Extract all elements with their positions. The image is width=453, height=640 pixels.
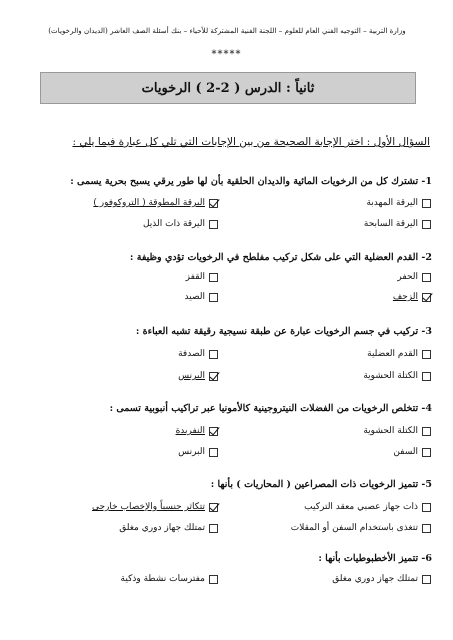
checked-checkbox[interactable] [422, 293, 431, 302]
option-6a[interactable]: تمتلك جهاز دوري مغلق [332, 574, 431, 584]
question-6: 6- تتميز الأخطبوطيات بأنها : [318, 553, 432, 564]
option-4c[interactable]: السفن [393, 447, 431, 457]
option-1d[interactable]: اليرقة ذات الذيل [143, 219, 218, 229]
stars-divider: ***** [211, 49, 242, 60]
option-2d[interactable]: الصيد [185, 292, 219, 302]
checkbox[interactable] [209, 293, 218, 302]
checkbox[interactable] [422, 273, 431, 282]
checkbox[interactable] [209, 575, 218, 584]
option-5b[interactable]: تتكاثر جنسياً والإخصاب خارجي [92, 502, 218, 512]
option-5d[interactable]: تمتلك جهاز دوري مغلق [119, 523, 218, 533]
option-3b[interactable]: الصدفة [178, 349, 218, 359]
option-2b[interactable]: القفز [186, 272, 218, 282]
document-header: وزارة التربية – التوجيه الفني العام للعلوم – اللجنة الفنية المشتركة للأحياء – بنك أسئلة الصف العاشر (الديدان والرخويات) [48, 26, 406, 35]
lesson-title: ثانياً : الدرس ( 2-2 ) الرخويات [141, 80, 315, 96]
checkbox[interactable] [422, 220, 431, 229]
option-2c[interactable]: الزحف [393, 292, 431, 302]
checkbox[interactable] [422, 199, 431, 208]
option-3a[interactable]: القدم العضلية [367, 349, 431, 359]
question-1: 1- تشترك كل من الرخويات المائية والديدان الحلقية بأن لها طور يرقي يسبح بحرية يسمى : [70, 176, 432, 187]
option-1c[interactable]: اليرقة السابحة [364, 219, 431, 229]
checkbox[interactable] [422, 575, 431, 584]
checkbox[interactable] [209, 273, 218, 282]
checked-checkbox[interactable] [209, 427, 218, 436]
option-1a[interactable]: اليرقة المهدبة [366, 198, 431, 208]
section-title: السؤال الأول : اختر الإجابة الصحيحة من بين الإجابات التي تلي كل عبارة فيما يلي : [72, 136, 430, 148]
question-5: 5- تتميز الرخويات ذات المصراعين ( المحاريات ) بأنها : [210, 479, 432, 490]
checkbox[interactable] [422, 448, 431, 457]
option-5c[interactable]: تتغذى باستخدام السفن أو المقلات [291, 523, 431, 533]
checked-checkbox[interactable] [209, 503, 218, 512]
checkbox[interactable] [209, 220, 218, 229]
checkbox[interactable] [209, 448, 218, 457]
option-3d[interactable]: البرنس [178, 371, 218, 381]
checked-checkbox[interactable] [209, 372, 218, 381]
checkbox[interactable] [209, 524, 218, 533]
option-4a[interactable]: الكتلة الحشوية [363, 426, 431, 436]
option-4b[interactable]: النفريدة [176, 426, 218, 436]
question-3: 3- تركيب في جسم الرخويات عبارة عن طبقة نسيجية رقيقة تشبه العباءة : [135, 326, 432, 337]
option-1b[interactable]: اليرقة المطوقة ( التروكوفور ) [93, 198, 218, 208]
checkbox[interactable] [422, 524, 431, 533]
option-4d[interactable]: البرنس [178, 447, 218, 457]
checkbox[interactable] [422, 503, 431, 512]
checkbox[interactable] [209, 350, 218, 359]
option-3c[interactable]: الكتلة الحشوية [363, 371, 431, 381]
lesson-banner [40, 72, 416, 104]
checkbox[interactable] [422, 350, 431, 359]
option-6b[interactable]: مفترسات نشطة وذكية [121, 574, 218, 584]
checkbox[interactable] [422, 427, 431, 436]
option-5a[interactable]: ذات جهاز عصبي معقد التركيب [304, 502, 431, 512]
question-2: 2- القدم العضلية التي على شكل تركيب مفلطح في الرخويات تؤدي وظيفة : [129, 252, 432, 263]
option-2a[interactable]: الحفر [397, 272, 431, 282]
checked-checkbox[interactable] [209, 199, 218, 208]
question-4: 4- تتخلص الرخويات من الفضلات النيتروجينية كالأمونيا عبر تراكيب أنبوبية تسمى : [109, 403, 432, 414]
checkbox[interactable] [422, 372, 431, 381]
